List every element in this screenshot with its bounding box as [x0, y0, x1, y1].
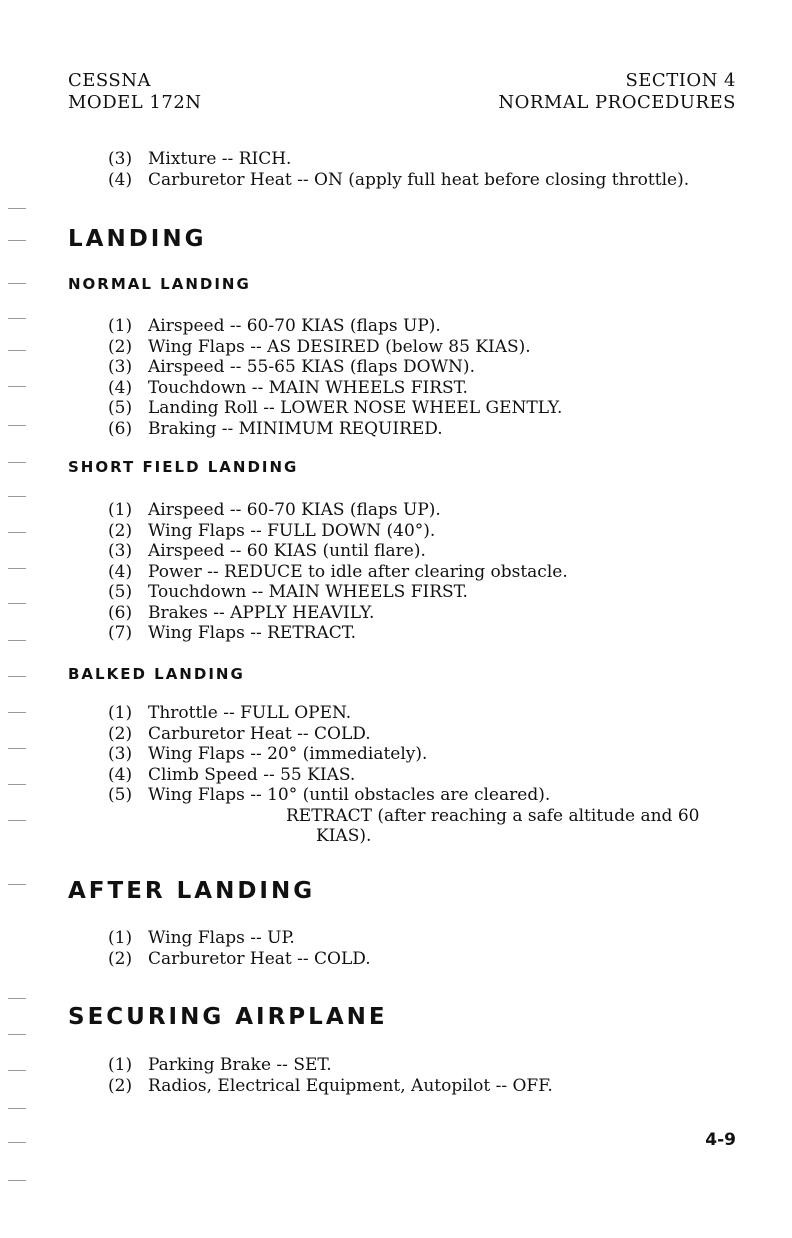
item-continuation: RETRACT (after reaching a safe altitude and 60 [286, 805, 700, 826]
scan-edge-mark [8, 1034, 26, 1035]
short-field-landing-heading: SHORT FIELD LANDING [68, 458, 299, 476]
balked-landing-heading: BALKED LANDING [68, 665, 245, 683]
item-text: Wing Flaps -- 20° (immediately). [148, 744, 428, 764]
item-number: (4) [108, 764, 133, 785]
list-item [108, 149, 689, 170]
item-text: Airspeed -- 60-70 KIAS (flaps UP). [148, 316, 441, 336]
normal-landing-heading: NORMAL LANDING [68, 275, 251, 293]
scan-edge-mark [8, 748, 26, 749]
scan-edge-mark [8, 712, 26, 713]
item-text: Airspeed -- 60-70 KIAS (flaps UP). [148, 500, 441, 520]
list-item [108, 316, 562, 337]
item-text: Touchdown -- MAIN WHEELS FIRST. [148, 582, 468, 602]
item-text: Mixture -- RICH. [148, 149, 292, 169]
item-text: Power -- REDUCE to idle after clearing obstacle. [148, 561, 568, 582]
scan-edge-mark [8, 425, 26, 426]
continued-list [108, 149, 689, 190]
list-item [108, 1076, 553, 1097]
item-number: (2) [108, 520, 133, 541]
list-item [108, 744, 699, 765]
scan-edge-mark [8, 884, 26, 885]
item-number: (1) [108, 1055, 133, 1075]
list-item [108, 398, 562, 419]
scan-edge-mark [8, 568, 26, 569]
header-left [68, 70, 202, 114]
scan-edge-mark [8, 532, 26, 533]
item-number: (4) [108, 377, 133, 398]
scan-edge-mark [8, 496, 26, 497]
short-field-landing-list [108, 500, 568, 644]
scan-edge-mark [8, 208, 26, 209]
item-text: Landing Roll -- LOWER NOSE WHEEL GENTLY. [148, 398, 563, 418]
balked-landing-list [108, 703, 699, 847]
item-number: (6) [108, 602, 133, 623]
list-item [108, 500, 568, 521]
item-text: Touchdown -- MAIN WHEELS FIRST. [148, 377, 468, 398]
list-item [108, 357, 562, 378]
item-number: (3) [108, 541, 133, 561]
scan-edge-mark [8, 676, 26, 677]
item-number: (1) [108, 928, 133, 948]
list-item [108, 170, 689, 191]
item-text: Climb Speed -- 55 KIAS. [148, 764, 356, 785]
item-number: (3) [108, 357, 133, 377]
scan-edge-mark [8, 1180, 26, 1181]
section-number: SECTION 4 [625, 70, 736, 91]
item-number: (5) [108, 582, 133, 602]
scan-edge-mark [8, 640, 26, 641]
scan-edge-mark [8, 998, 26, 999]
item-text: Parking Brake -- SET. [148, 1055, 332, 1075]
scan-edge-mark [8, 784, 26, 785]
list-item [108, 541, 568, 562]
scan-edge-mark [8, 240, 26, 241]
item-number: (4) [108, 561, 133, 582]
after-landing-heading: AFTER LANDING [68, 878, 316, 904]
item-text: Wing Flaps -- FULL DOWN (40°). [148, 520, 436, 541]
item-text: Throttle -- FULL OPEN. [148, 703, 352, 723]
item-number: (7) [108, 623, 133, 643]
scan-edge-mark [8, 820, 26, 821]
list-item [108, 562, 568, 583]
item-number: (1) [108, 500, 133, 520]
item-number: (4) [108, 169, 133, 190]
item-text: Wing Flaps -- RETRACT. [148, 623, 356, 643]
scan-edge-mark [8, 386, 26, 387]
item-continuation: KIAS). [316, 826, 372, 846]
item-number: (2) [108, 948, 133, 969]
list-item [108, 378, 562, 399]
scan-edge-mark [8, 318, 26, 319]
item-text: Carburetor Heat -- COLD. [148, 948, 371, 969]
list-item [108, 703, 699, 724]
page-number: 4-9 [705, 1130, 736, 1150]
item-text: Airspeed -- 60 KIAS (until flare). [148, 541, 426, 561]
item-number: (1) [108, 703, 133, 723]
item-text: Carburetor Heat -- ON (apply full heat before closing throttle). [148, 169, 690, 190]
item-number: (2) [108, 336, 133, 357]
list-item [108, 949, 371, 970]
list-item [108, 603, 568, 624]
item-number: (3) [108, 149, 133, 169]
securing-airplane-list [108, 1055, 553, 1096]
list-item [108, 765, 699, 786]
item-text: Brakes -- APPLY HEAVILY. [148, 602, 375, 623]
list-item [108, 724, 699, 745]
list-item [108, 582, 568, 603]
item-number: (6) [108, 418, 133, 439]
manufacturer: CESSNA [68, 70, 152, 91]
item-text: Airspeed -- 55-65 KIAS (flaps DOWN). [148, 357, 475, 377]
item-number: (5) [108, 398, 133, 418]
scan-edge-mark [8, 1070, 26, 1071]
list-item [108, 521, 568, 542]
list-item [108, 623, 568, 644]
list-item [108, 785, 699, 806]
list-item [108, 419, 562, 440]
item-text: Wing Flaps -- 10° (until obstacles are cleared). [148, 785, 551, 805]
list-item [108, 928, 371, 949]
list-item [108, 337, 562, 358]
item-number: (2) [108, 1075, 133, 1096]
scan-edge-mark [8, 603, 26, 604]
item-number: (3) [108, 744, 133, 764]
item-text: Carburetor Heat -- COLD. [148, 723, 371, 744]
item-number: (5) [108, 785, 133, 805]
model: MODEL 172N [68, 92, 202, 113]
item-number: (2) [108, 723, 133, 744]
after-landing-list [108, 928, 371, 969]
scan-edge-mark [8, 1108, 26, 1109]
item-text: Braking -- MINIMUM REQUIRED. [148, 418, 443, 439]
scan-edge-mark [8, 350, 26, 351]
item-text: Radios, Electrical Equipment, Autopilot -- OFF. [148, 1075, 553, 1096]
scan-edge-mark [8, 283, 26, 284]
normal-landing-list [108, 316, 562, 439]
landing-heading: LANDING [68, 226, 207, 252]
scan-edge-mark [8, 1142, 26, 1143]
section-title: NORMAL PROCEDURES [498, 92, 736, 113]
item-text: Wing Flaps -- UP. [148, 928, 295, 948]
list-item [108, 1055, 553, 1076]
item-number: (1) [108, 316, 133, 336]
securing-airplane-heading: SECURING AIRPLANE [68, 1004, 388, 1030]
header-right [498, 70, 736, 114]
scan-edge-mark [8, 462, 26, 463]
item-text: Wing Flaps -- AS DESIRED (below 85 KIAS). [148, 336, 531, 357]
